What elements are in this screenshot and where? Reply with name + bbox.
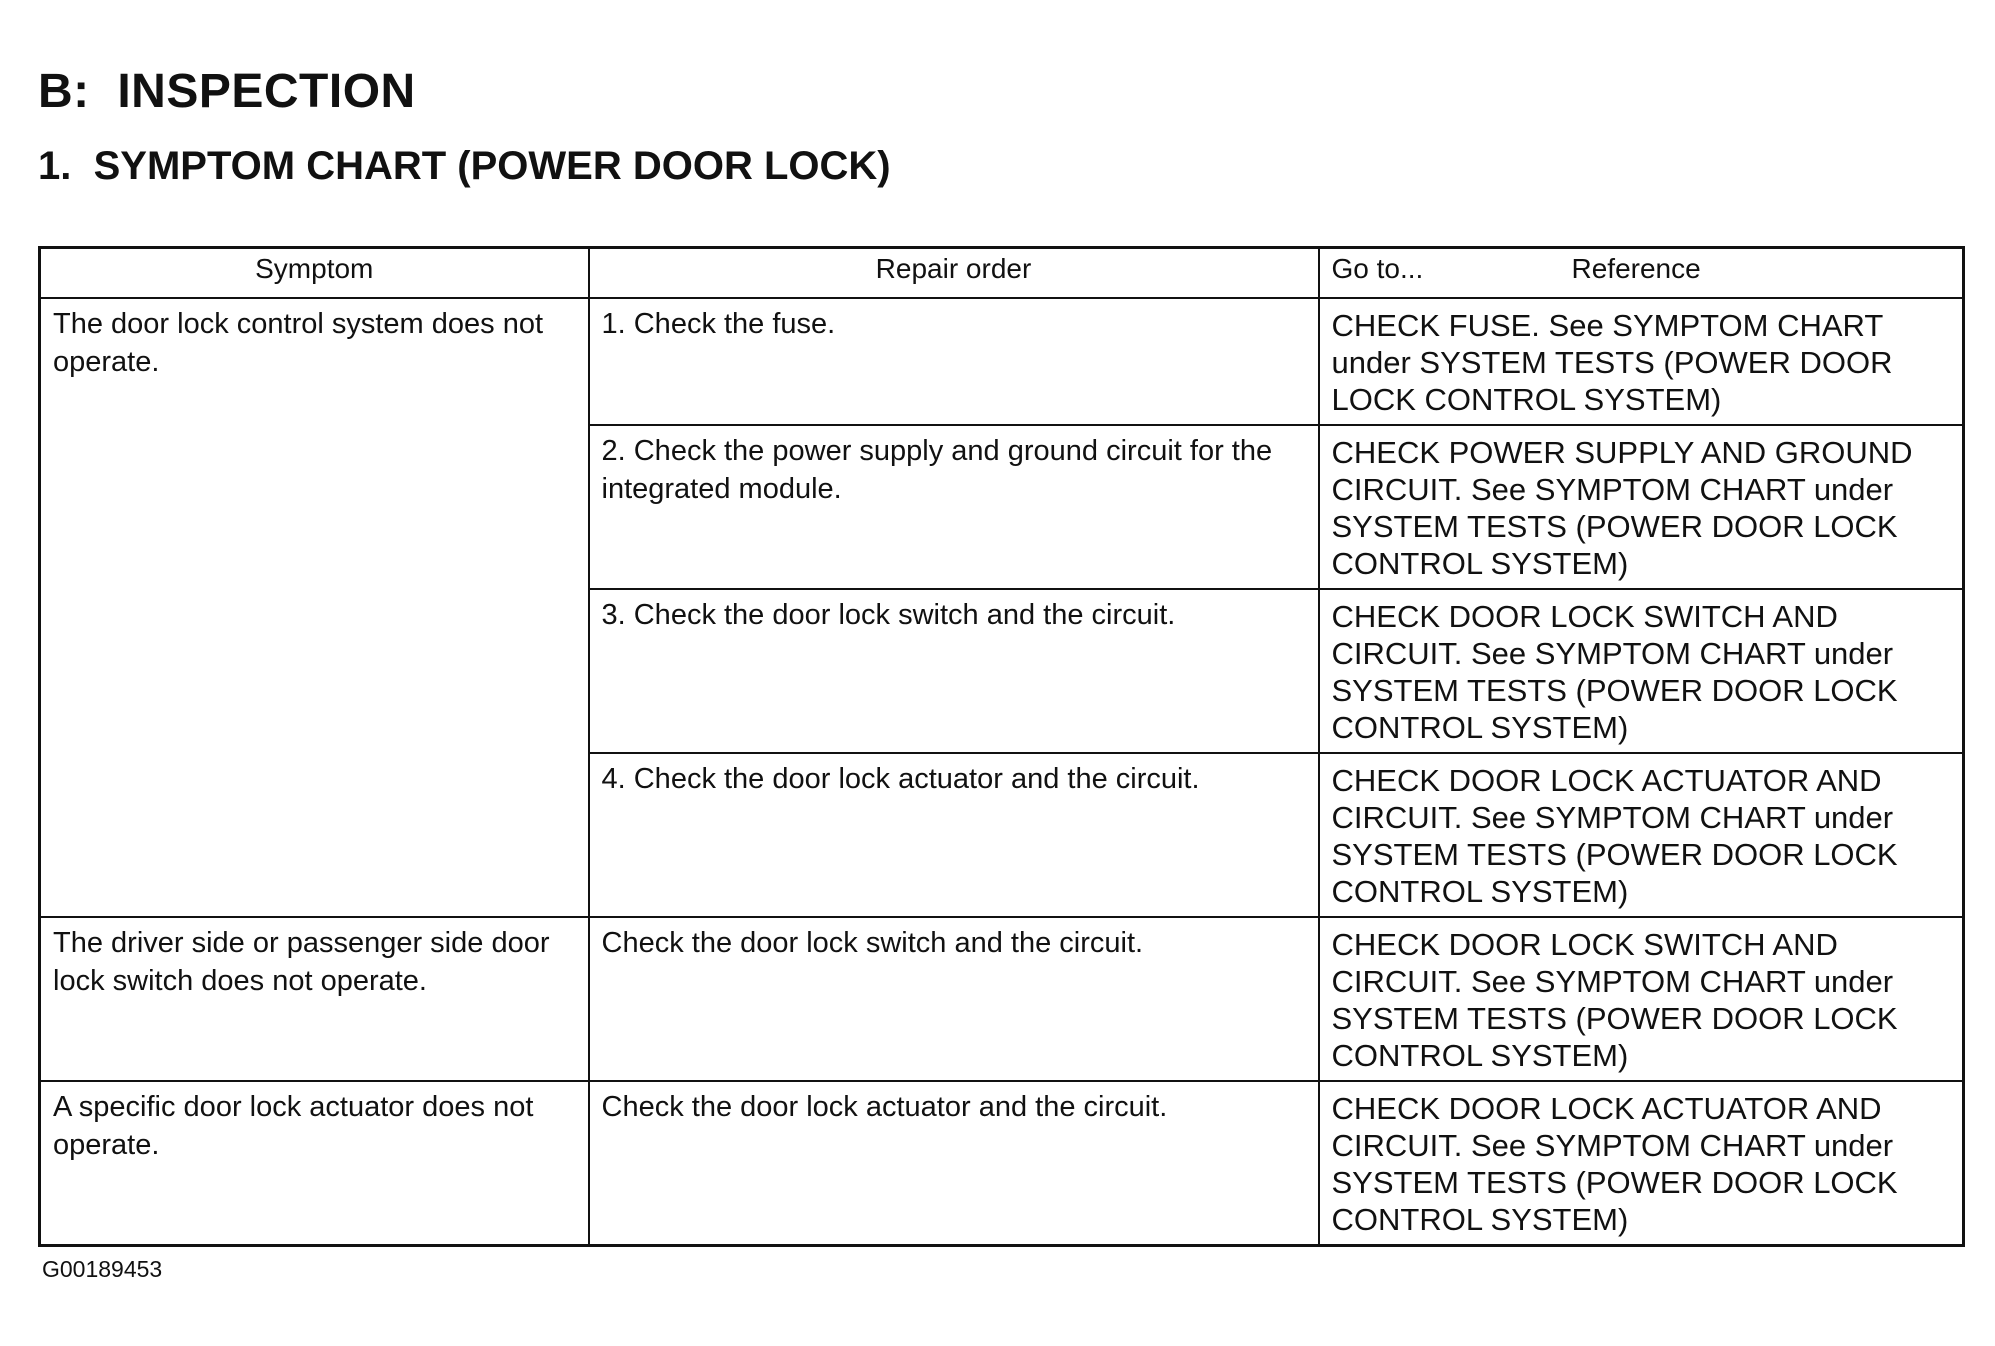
header-reference-label: Reference bbox=[1571, 253, 1701, 284]
header-symptom: Symptom bbox=[40, 248, 589, 299]
reference-cell: CHECK DOOR LOCK ACTUATOR AND CIRCUIT. See SYMPTOM CHART under SYSTEM TESTS (POWER DOOR LOCK CONTROL SYSTEM) bbox=[1319, 753, 1964, 917]
table-row bbox=[40, 298, 1964, 425]
header-go-to: Go to... bbox=[1331, 253, 1424, 284]
reference-cell: CHECK DOOR LOCK SWITCH AND CIRCUIT. See SYMPTOM CHART under SYSTEM TESTS (POWER DOOR LOCK CONTROL SYSTEM) bbox=[1319, 589, 1964, 753]
symptom-cell: The driver side or passenger side door lock switch does not operate. bbox=[40, 917, 589, 1081]
reference-cell: CHECK DOOR LOCK ACTUATOR AND CIRCUIT. See SYMPTOM CHART under SYSTEM TESTS (POWER DOOR LOCK CONTROL SYSTEM) bbox=[1319, 1081, 1964, 1246]
section-title: B: INSPECTION bbox=[38, 65, 416, 118]
reference-cell: CHECK POWER SUPPLY AND GROUND CIRCUIT. See SYMPTOM CHART under SYSTEM TESTS (POWER DOOR LOCK CONTROL SYSTEM) bbox=[1319, 425, 1964, 589]
symptom-cell: The door lock control system does not operate. bbox=[40, 298, 589, 917]
table-row bbox=[40, 917, 1964, 1081]
repair-cell: 2. Check the power supply and ground circuit for the integrated module. bbox=[589, 425, 1319, 589]
header-reference bbox=[1319, 248, 1964, 299]
table-header-row bbox=[40, 248, 1964, 299]
figure-code: G00189453 bbox=[42, 1256, 163, 1282]
repair-cell: 4. Check the door lock actuator and the circuit. bbox=[589, 753, 1319, 917]
reference-cell: CHECK DOOR LOCK SWITCH AND CIRCUIT. See SYMPTOM CHART under SYSTEM TESTS (POWER DOOR LOCK CONTROL SYSTEM) bbox=[1319, 917, 1964, 1081]
repair-cell: 3. Check the door lock switch and the circuit. bbox=[589, 589, 1319, 753]
repair-cell: Check the door lock actuator and the circuit. bbox=[589, 1081, 1319, 1246]
subsection-title: 1. SYMPTOM CHART (POWER DOOR LOCK) bbox=[38, 144, 891, 188]
repair-cell: 1. Check the fuse. bbox=[589, 298, 1319, 425]
symptom-chart-table bbox=[38, 246, 1965, 1247]
symptom-cell: A specific door lock actuator does not operate. bbox=[40, 1081, 589, 1246]
reference-cell: CHECK FUSE. See SYMPTOM CHART under SYSTEM TESTS (POWER DOOR LOCK CONTROL SYSTEM) bbox=[1319, 298, 1964, 425]
table-row bbox=[40, 1081, 1964, 1246]
header-repair-order: Repair order bbox=[589, 248, 1319, 299]
repair-cell: Check the door lock switch and the circuit. bbox=[589, 917, 1319, 1081]
